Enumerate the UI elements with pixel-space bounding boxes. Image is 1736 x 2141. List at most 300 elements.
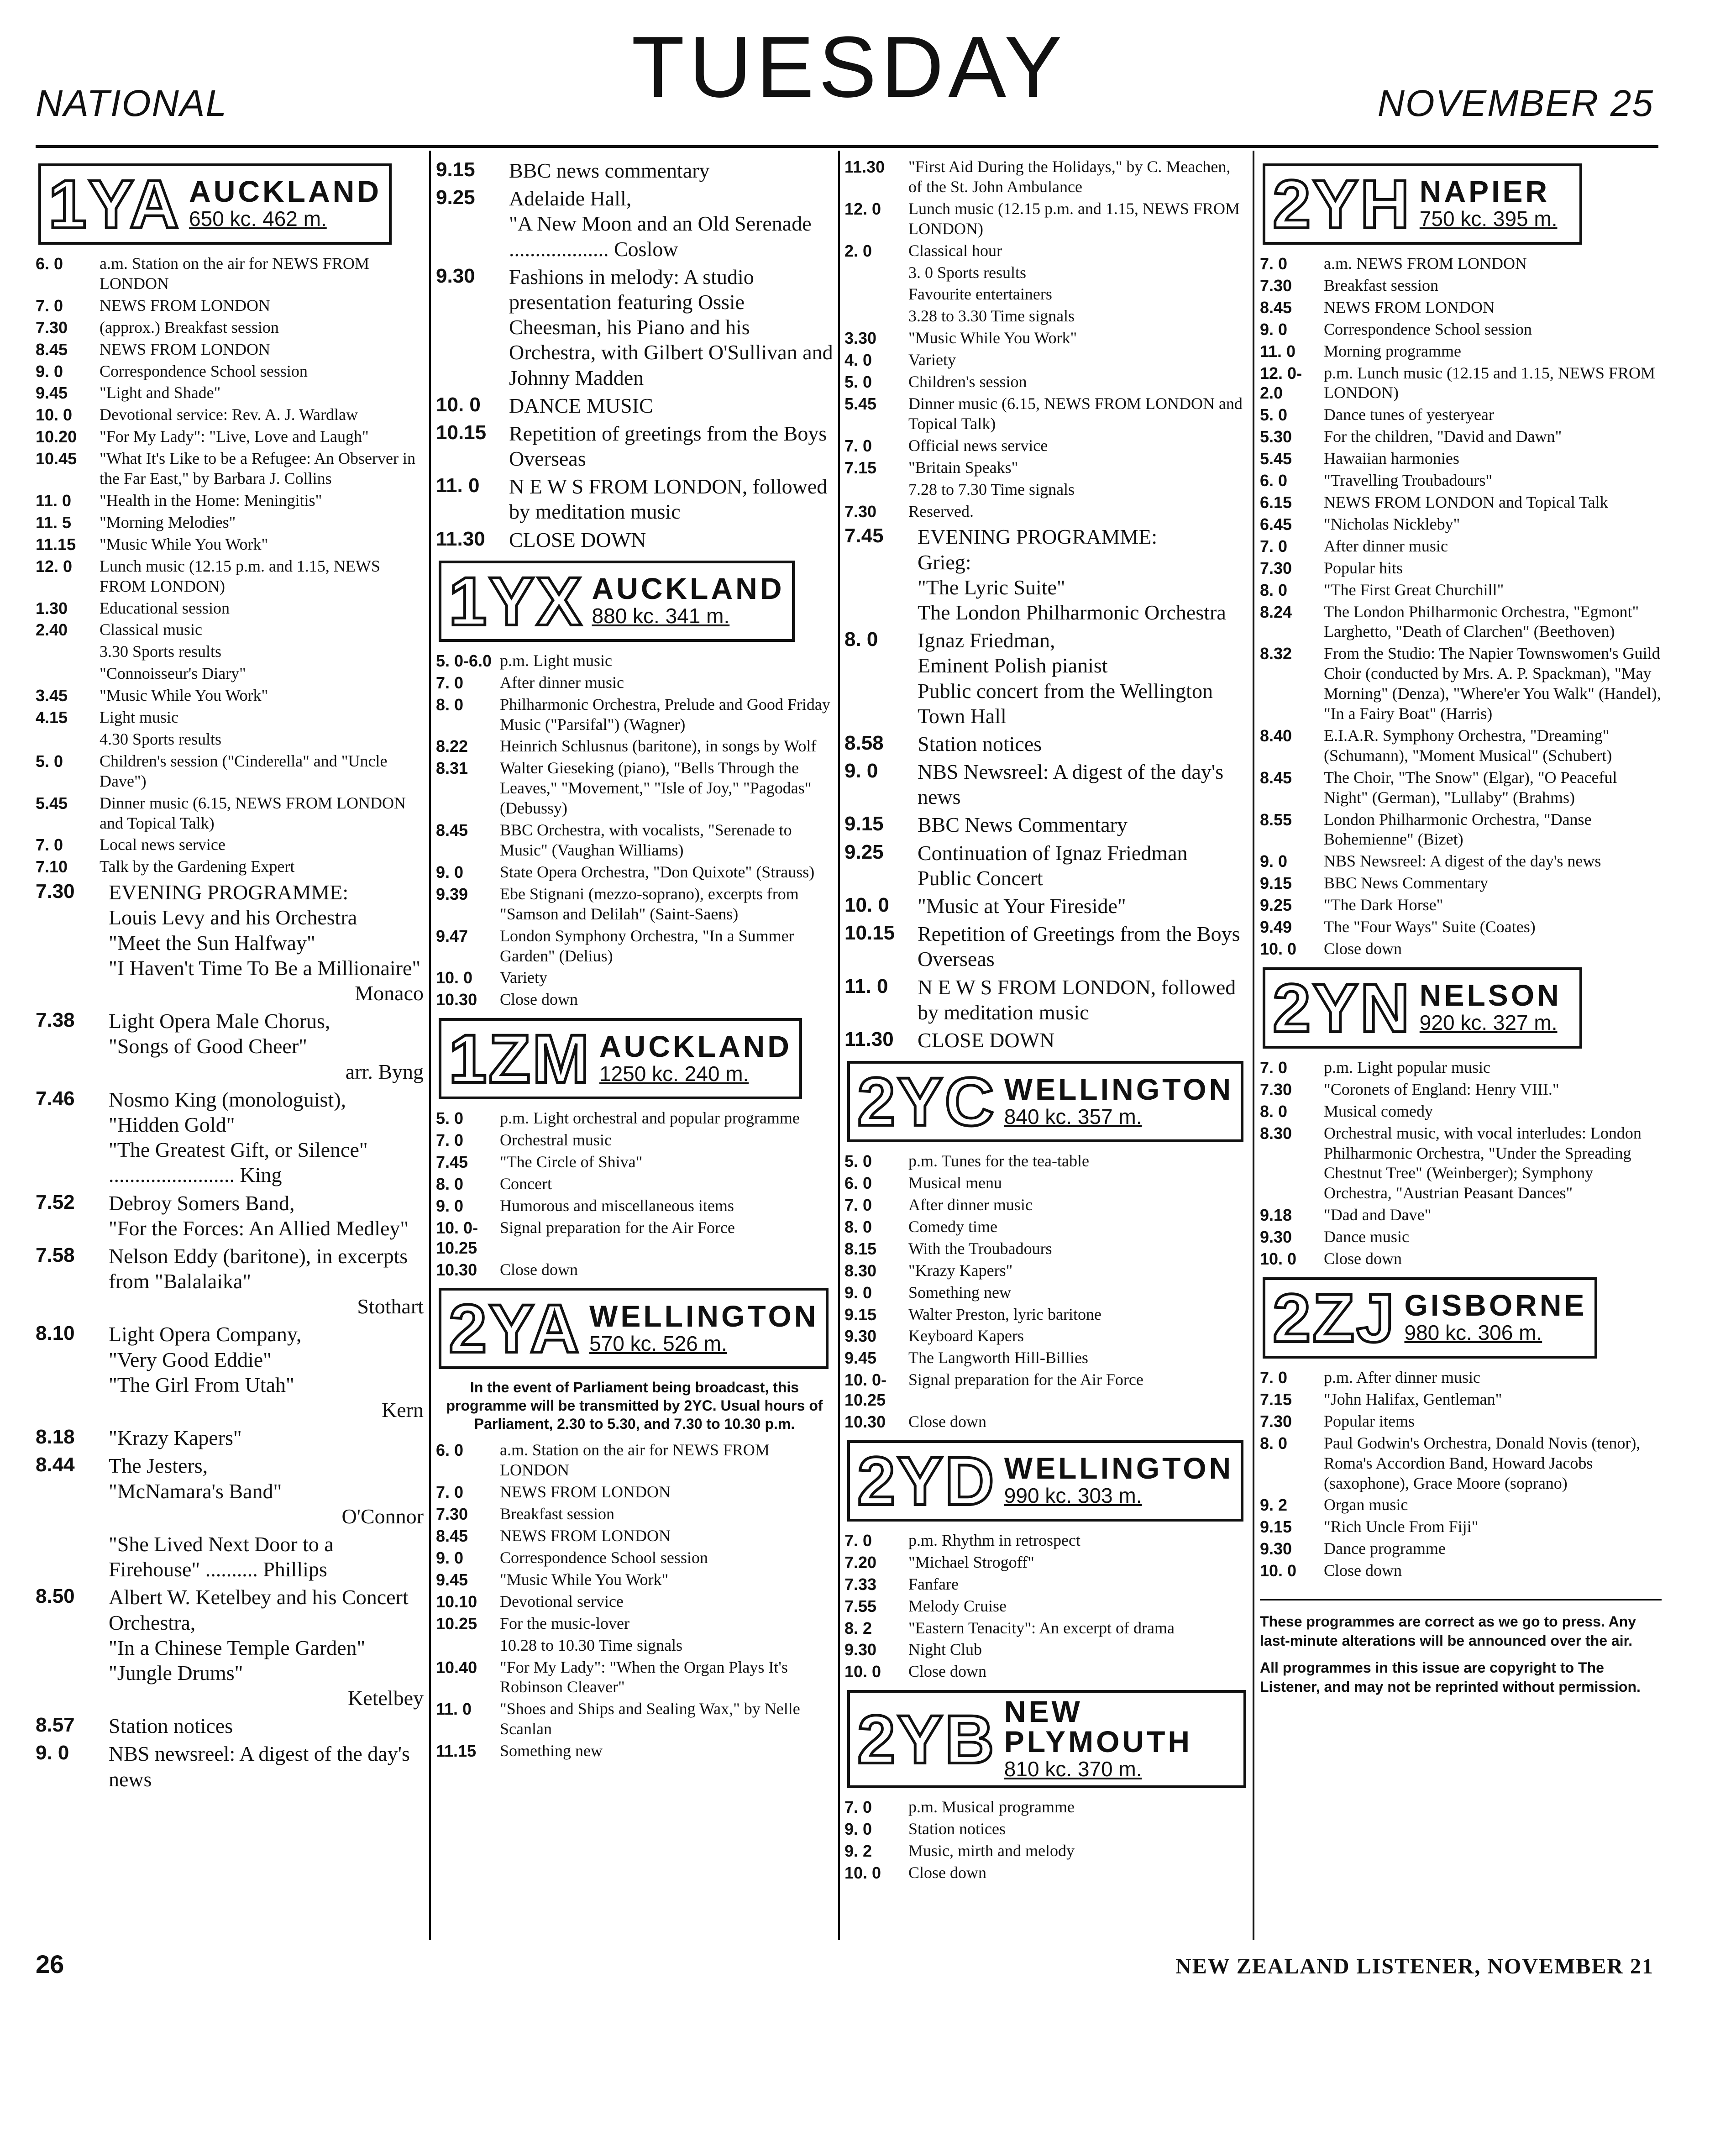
entry-time: 5. 0 <box>844 373 872 392</box>
entry-programme: Paul Godwin's Orchestra, Donald Novis (tenor), Roma's Accordion Band, Howard Jacobs (saxophone), Grace Moore (soprano) <box>1324 1433 1641 1492</box>
entry-programme <box>109 880 424 1006</box>
entry-time: 8.45 <box>1260 768 1292 787</box>
schedule-entry <box>36 751 424 792</box>
entry-time: 7. 0 <box>1260 1058 1288 1077</box>
schedule-entry <box>1260 1433 1662 1494</box>
entry-programme: Correspondence School session <box>100 362 308 380</box>
entry-programme: Dance programme <box>1324 1539 1446 1558</box>
callsign: 2YH <box>1273 166 1411 242</box>
entry-programme: London Philharmonic Orchestra, "Danse Bohemienne" (Bizet) <box>1324 810 1592 849</box>
entry-programme: After dinner music <box>1324 536 1448 555</box>
entry-programme: "What It's Like to be a Refugee: An Observer in the Far East," by Barbara J. Collins <box>100 449 415 488</box>
schedule-entry <box>436 1108 833 1128</box>
schedule-entry <box>1260 558 1662 578</box>
schedule-entry <box>36 1713 424 1738</box>
entry-programme: NEWS FROM LONDON and Topical Talk <box>1324 493 1608 511</box>
schedule-entry <box>36 1425 424 1450</box>
entry-programme: "Music While You Work" <box>500 1570 669 1589</box>
entry-programme: Correspondence School session <box>1324 320 1532 338</box>
schedule-entry <box>1260 580 1662 600</box>
schedule-entry <box>844 436 1246 456</box>
station-city: WELLINGTON <box>1004 1451 1234 1485</box>
entry-programme <box>509 186 833 262</box>
entry-time: 7.45 <box>436 1153 468 1172</box>
entry-time: 8. 0 <box>1260 580 1288 599</box>
schedule-entry <box>844 1348 1246 1368</box>
schedule-entry <box>36 620 424 640</box>
entry-programme: After dinner music <box>500 673 624 692</box>
programme-line: Light Opera Male Chorus, <box>109 1009 330 1033</box>
entry-time: 11.30 <box>436 527 485 550</box>
schedule-entry <box>844 524 1246 625</box>
callsign: 1ZM <box>449 1020 591 1097</box>
entry-time: 7.45 <box>844 525 884 547</box>
schedule-entry <box>844 840 1246 891</box>
schedule-entry <box>1260 1390 1662 1410</box>
entry-time: 10. 0 <box>844 1662 881 1681</box>
station-frequency: 570 kc. 526 m. <box>589 1331 727 1355</box>
programme-line: EVENING PROGRAMME: <box>109 881 349 904</box>
entry-programme: "First Aid During the Holidays," by C. Meachen, of the St. John Ambulance <box>908 157 1231 196</box>
schedule-entry <box>436 968 833 988</box>
entry-programme <box>109 1244 424 1319</box>
entry-time: 11. 0 <box>436 1700 472 1719</box>
entry-programme: "For My Lady": "When the Organ Plays It's Robinson Cleaver" <box>500 1658 788 1696</box>
entry-programme <box>109 1191 424 1241</box>
schedule-entry <box>1260 851 1662 871</box>
entry-programme: Classical music <box>100 620 202 639</box>
entry-time: 8.10 <box>36 1322 75 1345</box>
station-frequency: 650 kc. 462 m. <box>189 207 327 231</box>
entry-programme: Children's session <box>908 373 1027 391</box>
schedule-entry <box>436 862 833 882</box>
schedule-entry <box>436 1570 833 1590</box>
entry-time: 9. 2 <box>1260 1496 1288 1515</box>
schedule-entry <box>844 394 1246 434</box>
schedule-entry <box>436 474 833 524</box>
entry-time: 8.45 <box>1260 298 1292 317</box>
schedule-entry <box>36 1741 424 1791</box>
programme-line: The Jesters, <box>109 1454 208 1478</box>
schedule-entry <box>1260 276 1662 296</box>
entry-programme: Variety <box>908 351 956 369</box>
programme-line: Grieg: <box>918 550 971 574</box>
entry-time: 8. 0 <box>436 1174 464 1193</box>
schedule-entry <box>1260 917 1662 937</box>
entry-programme: E.I.A.R. Symphony Orchestra, "Dreaming" (Schumann), "Moment Musical" (Schubert) <box>1324 726 1612 765</box>
entry-time: 10.25 <box>436 1614 477 1633</box>
callsign: 2YA <box>449 1290 582 1367</box>
entry-programme: "Coronets of England: Henry VIII." <box>1324 1080 1559 1098</box>
entry-programme: For the children, "David and Dawn" <box>1324 427 1562 446</box>
entry-programme <box>509 393 833 418</box>
schedule-entry <box>436 1526 833 1546</box>
entry-programme <box>109 1087 424 1188</box>
entry-programme: Close down <box>1324 939 1402 958</box>
schedule-entry <box>436 673 833 693</box>
entry-time: 7.30 <box>436 1505 468 1524</box>
entry-programme <box>109 1532 424 1582</box>
schedule-entry <box>844 975 1246 1025</box>
entry-programme <box>918 628 1246 729</box>
entry-time: 10. 0-10.25 <box>436 1218 478 1257</box>
entry-time: 9. 0 <box>436 1196 464 1215</box>
publication-line: NEW ZEALAND LISTENER, NOVEMBER 21 <box>1175 1954 1654 1978</box>
callsign: 2ZJ <box>1273 1279 1396 1356</box>
programme-line: "For the Forces: An Allied Medley" <box>109 1216 409 1240</box>
programme-line: "In a Chinese Temple Garden" <box>109 1636 366 1659</box>
entry-programme <box>109 1008 424 1084</box>
schedule-entry <box>436 1130 833 1150</box>
entry-time: 7.15 <box>1260 1390 1292 1409</box>
entry-programme: Close down <box>500 990 578 1009</box>
schedule-2ya-evening <box>844 524 1246 1053</box>
entry-programme: Something new <box>908 1283 1011 1301</box>
entry-time: 9. 0 <box>36 362 63 381</box>
entry-programme: "Eastern Tenacity": An excerpt of drama <box>908 1618 1175 1637</box>
schedule-entry <box>1260 1561 1662 1581</box>
schedule-entry <box>844 812 1246 837</box>
schedule-entry <box>1260 1249 1662 1269</box>
entry-time: 7.30 <box>1260 1080 1292 1099</box>
programme-line: BBC news commentary <box>509 159 710 182</box>
entry-programme <box>109 1741 424 1791</box>
station-box-2yd <box>847 1440 1243 1522</box>
entry-time: 9. 2 <box>844 1842 872 1861</box>
entry-programme: NEWS FROM LONDON <box>100 296 271 315</box>
composer: arr. Byng <box>345 1060 424 1083</box>
schedule-entry <box>1260 895 1662 915</box>
programme-line: "The Greatest Gift, or Silence" ........................ King <box>109 1138 368 1187</box>
entry-time: 7.33 <box>844 1574 877 1594</box>
schedule-2yn <box>1260 1058 1662 1269</box>
entry-programme <box>109 1585 424 1711</box>
schedule-entry <box>36 729 424 750</box>
entry-time: 6. 0 <box>1260 471 1288 490</box>
entry-time: 8.32 <box>1260 644 1292 663</box>
entry-time: 7. 0 <box>36 296 63 315</box>
entry-time: 5. 0 <box>844 1152 872 1171</box>
entry-programme <box>109 1322 424 1422</box>
schedule-entry <box>844 1151 1246 1171</box>
schedule-entry <box>1260 810 1662 850</box>
station-frequency: 750 kc. 395 m. <box>1419 207 1558 231</box>
schedule-entry <box>436 926 833 966</box>
entry-programme <box>509 474 833 524</box>
schedule-entry <box>844 628 1246 729</box>
station-box-1ya <box>38 163 392 245</box>
column-divider <box>838 151 840 1940</box>
entry-time: 10.30 <box>436 990 477 1009</box>
entry-time: 11.15 <box>436 1742 477 1761</box>
entry-time: 8.18 <box>36 1426 75 1448</box>
schedule-entry <box>436 1196 833 1216</box>
entry-programme: "Nicholas Nickleby" <box>1324 514 1460 533</box>
programme-line: N E W S FROM LONDON, followed by meditation music <box>509 475 828 524</box>
entry-programme: Close down <box>1324 1561 1402 1580</box>
schedule-1ya <box>36 254 424 877</box>
entry-time: 9.25 <box>844 840 884 863</box>
entry-programme: Correspondence School session <box>500 1548 708 1567</box>
entry-time: 9.15 <box>844 1305 877 1324</box>
entry-programme: Dinner music (6.15, NEWS FROM LONDON and Topical Talk) <box>908 394 1243 433</box>
schedule-entry <box>36 449 424 489</box>
entry-programme: a.m. Station on the air for NEWS FROM LONDON <box>500 1441 770 1480</box>
header-rule <box>36 145 1658 148</box>
entry-programme: Fanfare <box>908 1574 959 1593</box>
programme-line: NBS Newsreel: A digest of the day's news <box>918 760 1224 809</box>
schedule-entry <box>844 1553 1246 1573</box>
programme-line: "She Lived Next Door to a Firehouse" .......... Phillips <box>109 1532 334 1581</box>
schedule-entry <box>844 502 1246 522</box>
schedule-entry <box>436 1152 833 1172</box>
entry-programme: 10.28 to 10.30 Time signals <box>500 1636 683 1654</box>
entry-programme: "Music While You Work" <box>100 535 268 553</box>
entry-time: 10.15 <box>436 421 487 444</box>
entry-programme <box>918 524 1246 625</box>
schedule-entry <box>1260 1205 1662 1225</box>
schedule-entry <box>36 1322 424 1422</box>
entry-programme: For the music-lover <box>500 1614 629 1632</box>
entry-time: 12. 0-2.0 <box>1260 363 1302 403</box>
entry-time: 11.30 <box>844 157 885 176</box>
programme-line: Repetition of greetings from the Boys Overseas <box>509 421 827 471</box>
entry-programme: Close down <box>908 1662 986 1681</box>
entry-programme: Close down <box>500 1260 578 1279</box>
entry-programme: Favourite entertainers <box>908 285 1052 304</box>
schedule-entry <box>1260 1368 1662 1388</box>
entry-programme: Humorous and miscellaneous items <box>500 1196 734 1215</box>
entry-time: 3.45 <box>36 686 68 705</box>
schedule-entry <box>844 731 1246 756</box>
entry-programme <box>918 921 1246 971</box>
entry-time: 5. 0 <box>1260 405 1288 425</box>
schedule-entry <box>844 893 1246 918</box>
entry-time: 6. 0 <box>36 254 63 273</box>
entry-time: 9.49 <box>1260 918 1292 937</box>
schedule-entry <box>36 556 424 597</box>
entry-time: 9.25 <box>436 186 475 209</box>
entry-programme: With the Troubadours <box>908 1239 1052 1258</box>
schedule-entry <box>844 1640 1246 1660</box>
entry-programme: 7.28 to 7.30 Time signals <box>908 480 1075 499</box>
entry-time: 11. 0 <box>36 491 72 510</box>
schedule-entry <box>1260 341 1662 362</box>
entry-programme: Comedy time <box>908 1217 997 1236</box>
entry-time: 6. 0 <box>844 1174 872 1193</box>
schedule-entry <box>844 1195 1246 1215</box>
entry-time: 10. 0 <box>436 393 481 416</box>
schedule-entry <box>1260 768 1662 808</box>
schedule-entry <box>844 1863 1246 1883</box>
entry-time: 5.45 <box>844 394 877 413</box>
schedule-entry <box>844 1305 1246 1325</box>
entry-programme: Heinrich Schlusnus (baritone), in songs by Wolf <box>500 737 817 756</box>
schedule-entry <box>844 480 1246 500</box>
schedule-entry <box>436 1636 833 1656</box>
entry-programme: Close down <box>1324 1249 1402 1268</box>
entry-programme: Classical hour <box>908 241 1002 260</box>
schedule-entry <box>1260 939 1662 959</box>
entry-programme <box>509 527 833 552</box>
entry-time: 7. 0 <box>436 1483 464 1502</box>
programme-line: Repetition of Greetings from the Boys Overseas <box>918 922 1240 971</box>
callsign: 2YC <box>857 1063 996 1140</box>
entry-programme: 3. 0 Sports results <box>908 263 1027 282</box>
entry-time: 6.45 <box>1260 514 1292 534</box>
parliament-notice: In the event of Parliament being broadcast, this programme will be transmitted by 2YC. Usual hours of Parliament, 2.30 to 5.30, and 7.30 to 10.30 p.m. <box>446 1379 823 1433</box>
entry-programme: Lunch music (12.15 p.m. and 1.15, NEWS FROM LONDON) <box>100 556 380 595</box>
entry-programme: Signal preparation for the Air Force <box>908 1370 1143 1389</box>
schedule-entry <box>436 1260 833 1280</box>
programme-line: Station notices <box>109 1714 233 1738</box>
schedule-entry <box>844 1261 1246 1281</box>
schedule-entry <box>844 241 1246 261</box>
entry-time: 9.47 <box>436 926 468 945</box>
station-city: NELSON <box>1419 978 1562 1013</box>
schedule-entry <box>844 1531 1246 1551</box>
entry-time: 10. 0 <box>1260 1249 1297 1269</box>
programme-line: DANCE MUSIC <box>509 394 653 417</box>
programme-line: Albert W. Ketelbey and his Concert Orchestra, <box>109 1585 409 1634</box>
entry-time: 9. 0 <box>844 1820 872 1839</box>
schedule-entry <box>436 1504 833 1524</box>
entry-time: 10.30 <box>844 1412 886 1432</box>
schedule-1yx <box>436 651 833 1010</box>
programme-line: "I Haven't Time To Be a Millionaire" <box>109 956 421 980</box>
entry-time: 1.30 <box>36 598 68 618</box>
schedule-entry <box>1260 1412 1662 1432</box>
programme-line: "Songs of Good Cheer" <box>109 1034 307 1058</box>
station-city: AUCKLAND <box>599 1029 792 1063</box>
schedule-entry <box>36 793 424 834</box>
column-1 <box>36 155 424 1936</box>
schedule-entry <box>436 1592 833 1612</box>
programme-line: N E W S FROM LONDON, followed by meditation music <box>918 975 1236 1024</box>
entry-time: 11. 0 <box>436 474 480 497</box>
entry-programme: "Light and Shade" <box>100 383 221 402</box>
entry-programme: (approx.) Breakfast session <box>100 318 279 336</box>
entry-programme: p.m. Musical programme <box>908 1798 1075 1816</box>
programme-line: "A New Moon and an Old Serenade ................... Coslow <box>509 212 812 261</box>
entry-time: 8.24 <box>1260 602 1292 621</box>
programme-line: CLOSE DOWN <box>509 528 646 551</box>
entry-programme: The Choir, "The Snow" (Elgar), "O Peaceful Night" (German), "Lullaby" (Brahms) <box>1324 768 1617 807</box>
entry-time: 5. 0 <box>436 1109 464 1128</box>
schedule-entry <box>1260 1080 1662 1100</box>
schedule-entry <box>1260 602 1662 642</box>
schedule-entry <box>844 1239 1246 1259</box>
entry-time: 5.45 <box>36 793 68 813</box>
schedule-entry <box>36 254 424 294</box>
entry-time: 8.45 <box>436 821 468 840</box>
schedule-entry <box>436 820 833 861</box>
column-divider <box>429 151 431 1940</box>
schedule-entry <box>844 1283 1246 1303</box>
entry-programme: "Health in the Home: Meningitis" <box>100 491 322 509</box>
entry-time: 5. 0-6.0 <box>436 651 492 670</box>
entry-time: 7.52 <box>36 1191 75 1213</box>
schedule-entry <box>36 383 424 403</box>
entry-time: 7.30 <box>1260 558 1292 577</box>
schedule-entry <box>36 835 424 855</box>
entry-programme: "The First Great Churchill" <box>1324 580 1504 599</box>
entry-time: 10. 0 <box>844 894 889 917</box>
entry-programme: Devotional service <box>500 1592 624 1611</box>
entry-time: 10.20 <box>36 427 77 446</box>
column-2 <box>436 155 833 1936</box>
entry-time: 3.30 <box>844 329 877 348</box>
entry-programme: Walter Gieseking (piano), "Bells Through the Leaves," "Movement," "Isle of Joy," "Pagodas" (Debussy) <box>500 759 812 818</box>
entry-programme: Music, mirth and melody <box>908 1842 1075 1860</box>
schedule-entry <box>36 1191 424 1241</box>
station-box-1zm <box>439 1018 802 1099</box>
schedule-entry <box>1260 726 1662 766</box>
schedule-entry <box>1260 363 1662 404</box>
programme-line: Public concert from the Wellington Town Hall <box>918 679 1213 728</box>
entry-programme: Hawaiian harmonies <box>1324 449 1459 468</box>
entry-programme: p.m. Rhythm in retrospect <box>908 1531 1080 1549</box>
station-box-2yb <box>847 1690 1246 1788</box>
entry-programme: p.m. Light popular music <box>1324 1058 1490 1076</box>
entry-time: 9. 0 <box>36 1742 69 1764</box>
programme-line: Nelson Eddy (baritone), in excerpts from "Balalaika" <box>109 1244 408 1293</box>
schedule-entry <box>36 1453 424 1529</box>
schedule-entry <box>844 199 1246 239</box>
schedule-entry <box>436 1548 833 1568</box>
entry-programme: Walter Preston, lyric baritone <box>908 1305 1101 1323</box>
entry-time: 8. 0 <box>844 1217 872 1236</box>
programme-line: "Meet the Sun Halfway" <box>109 931 315 955</box>
schedule-entry <box>436 1699 833 1739</box>
entry-programme: NEWS FROM LONDON <box>1324 298 1495 316</box>
entry-time: 9.30 <box>844 1640 877 1659</box>
entry-time: 11. 0 <box>844 975 888 997</box>
composer: Stothart <box>357 1295 424 1318</box>
entry-time: 8. 0 <box>436 695 464 714</box>
station-box-2yn <box>1263 967 1582 1049</box>
schedule-entry <box>1260 427 1662 447</box>
entry-time: 7.30 <box>36 880 75 903</box>
entry-time: 9.30 <box>1260 1539 1292 1559</box>
schedule-entry <box>36 880 424 1006</box>
schedule-entry <box>1260 1495 1662 1515</box>
entry-time: 7.15 <box>844 458 877 477</box>
entry-programme: Something new <box>500 1742 603 1760</box>
programme-line: "Krazy Kapers" <box>109 1426 242 1450</box>
schedule-entry <box>844 284 1246 304</box>
entry-programme: "The Dark Horse" <box>1324 896 1443 914</box>
composer: Monaco <box>355 981 424 1005</box>
schedule-entry <box>844 1370 1246 1410</box>
programme-line: "Music at Your Fireside" <box>918 894 1126 918</box>
callsign: 1YX <box>449 562 584 640</box>
footnote-press: These programmes are correct as we go to press. Any last-minute alterations will be announced over the air. <box>1260 1613 1636 1649</box>
station-frequency: 920 kc. 327 m. <box>1419 1011 1558 1035</box>
entry-programme: 4.30 Sports results <box>100 729 222 748</box>
entry-time: 7. 0 <box>436 1131 464 1150</box>
entry-time: 5. 0 <box>36 751 63 771</box>
schedule-entry <box>1260 254 1662 274</box>
station-city: AUCKLAND <box>189 174 382 209</box>
entry-time: 8.22 <box>436 737 468 756</box>
entry-programme: Signal preparation for the Air Force <box>500 1218 735 1237</box>
entry-time: 7.30 <box>1260 1412 1292 1431</box>
entry-programme: Melody Cruise <box>908 1596 1007 1615</box>
schedule-entry <box>36 318 424 338</box>
entry-time: 9. 0 <box>1260 852 1288 871</box>
schedule-entry <box>1260 514 1662 535</box>
